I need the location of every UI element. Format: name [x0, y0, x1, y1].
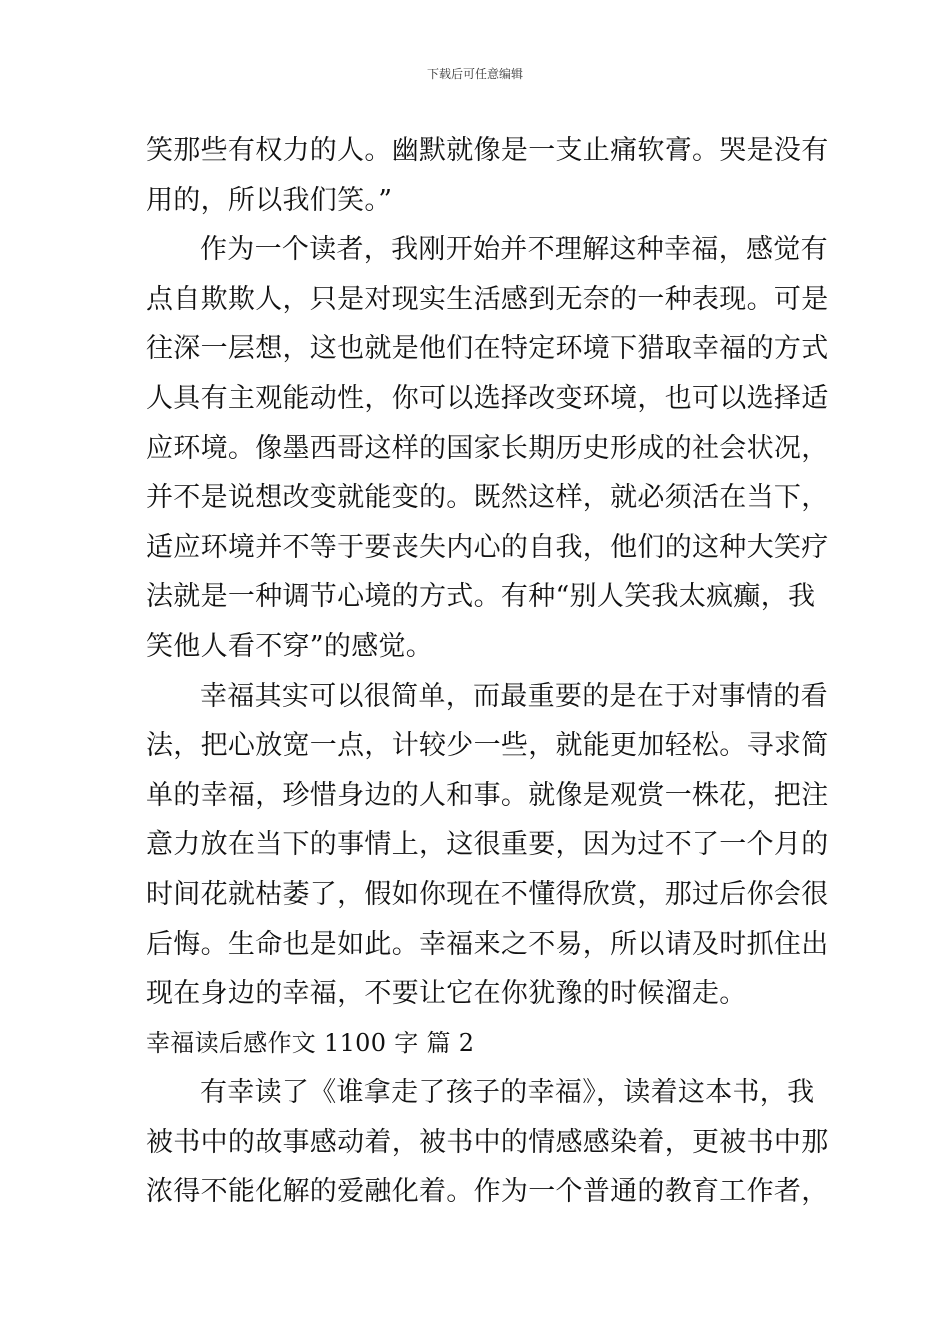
paragraph-start-line: 作为一个读者，我刚开始并不理解这种幸福，感觉有: [200, 234, 828, 266]
text-line: 时间花就枯萎了，假如你现在不懂得欣赏，那过后你会很: [146, 878, 829, 910]
text-line: 并不是说想改变就能变的。既然这样，就必须活在当下，: [146, 482, 829, 514]
text-line: 单的幸福，珍惜身边的人和事。就像是观赏一株花，把注: [146, 779, 829, 811]
text-line: 往深一层想，这也就是他们在特定环境下猎取幸福的方式: [146, 333, 829, 365]
text-line: 法就是一种调节心境的方式。有种“别人笑我太疯癫，我: [146, 581, 816, 613]
section-heading: 幸福读后感作文 1100 字 篇 2: [146, 1028, 475, 1057]
page-header-note: 下载后可任意编辑: [426, 67, 523, 81]
text-line: 用的，所以我们笑。”: [146, 184, 393, 216]
text-line: 适应环境并不等于要丧失内心的自我，他们的这种大笑疗: [146, 531, 829, 563]
text-line: 法，把心放宽一点，计较少一些，就能更加轻松。寻求简: [146, 730, 829, 762]
paragraph-start-line: 有幸读了《谁拿走了孩子的幸福》，读着这本书，我: [200, 1077, 815, 1109]
document-body: [146, 126, 829, 1217]
text-line: 现在身边的幸福，不要让它在你犹豫的时候溜走。: [146, 978, 747, 1010]
text-line: 后悔。生命也是如此。幸福来之不易，所以请及时抓住出: [146, 928, 829, 960]
text-line: 浓得不能化解的爱融化着。作为一个普通的教育工作者，: [146, 1176, 829, 1208]
text-line: 人具有主观能动性，你可以选择改变环境，也可以选择适: [146, 382, 829, 414]
text-line: 笑那些有权力的人。幽默就像是一支止痛软膏。哭是没有: [146, 135, 829, 166]
paragraph-start-line: 幸福其实可以很简单，而最重要的是在于对事情的看: [200, 680, 828, 712]
text-line: 意力放在当下的事情上，这很重要，因为过不了一个月的: [146, 829, 829, 861]
text-line: 应环境。像墨西哥这样的国家长期历史形成的社会状况，: [146, 432, 829, 464]
text-line: 点自欺欺人，只是对现实生活感到无奈的一种表现。可是: [146, 283, 829, 315]
text-line: 被书中的故事感动着，被书中的情感感染着，更被书中那: [146, 1126, 829, 1158]
text-line: 笑他人看不穿”的感觉。: [146, 630, 434, 662]
